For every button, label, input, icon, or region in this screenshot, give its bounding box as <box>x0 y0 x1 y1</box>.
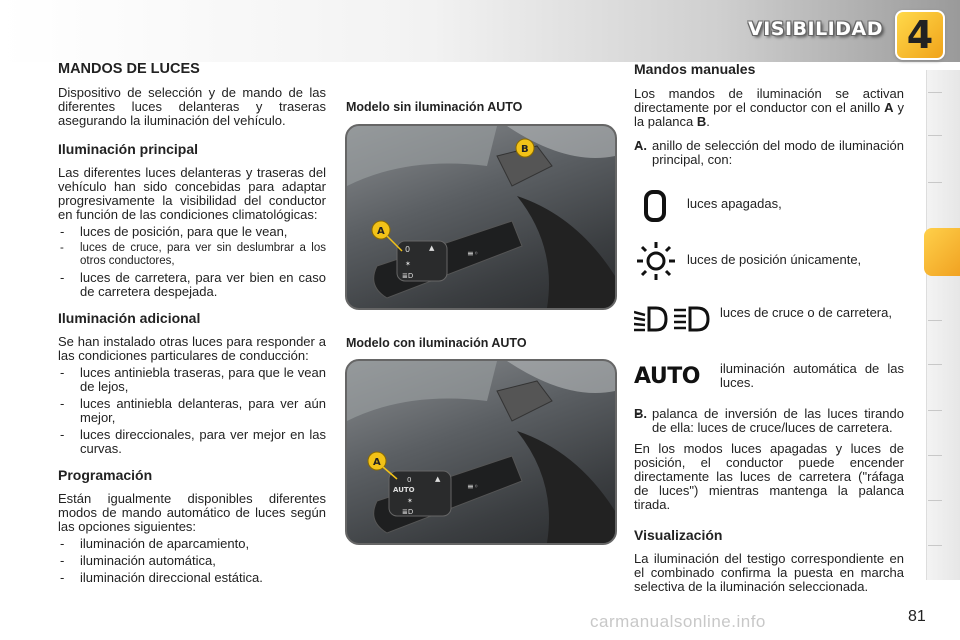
tab-active-chapter[interactable] <box>924 228 960 276</box>
position-lights-icon <box>636 240 676 280</box>
list-item: - luces direccionales, para ver mejor en las curvas. <box>58 428 326 456</box>
label-b: B <box>521 144 529 155</box>
label-a: A <box>373 457 381 468</box>
list-item: - luces de posición, para que le vean, <box>58 225 326 239</box>
photo-stalk-auto <box>345 359 617 545</box>
list-item: - iluminación de aparcamiento, <box>58 537 326 551</box>
list-item: - luces antiniebla delanteras, para ver aún mejor, <box>58 397 326 425</box>
ring-marking: ▲ <box>429 244 435 252</box>
watermark: carmanualsonline.info <box>590 612 766 631</box>
intro-text: Los mandos de iluminación se activan directamente por el conductor con el anillo <box>634 86 904 115</box>
page-number: 81 <box>908 608 926 625</box>
manual-intro <box>634 87 904 129</box>
tab-divider <box>928 320 942 321</box>
tab-divider <box>928 182 942 183</box>
mode-auto-text: iluminación automática de las luces. <box>720 361 904 390</box>
mode-off-text: luces apagadas, <box>687 196 782 211</box>
photo-stalk-no-auto <box>345 124 617 310</box>
mode-position-text: luces de posición únicamente, <box>687 252 862 267</box>
principal-heading: Iluminación principal <box>58 141 199 157</box>
ring-marking: ≣D <box>402 508 414 516</box>
stalk-illustration <box>347 126 615 308</box>
intro-text: y la palanca <box>634 100 904 129</box>
right-column <box>634 62 904 167</box>
label-a: A <box>377 226 385 237</box>
main-heading: MANDOS DE LUCES <box>58 61 200 77</box>
adicional-text: Se han instalado otras luces para responder a las condiciones particulares de conducción: <box>58 334 326 363</box>
lights-off-icon <box>642 190 670 224</box>
tab-divider <box>928 455 942 456</box>
ring-marking: ▲ <box>435 475 441 483</box>
manual-heading: Mandos manuales <box>634 61 756 77</box>
vis-text: La iluminación del testigo correspondiente en el combinado confirma la puesta en marcha selectiva de la iluminación seleccionada. <box>634 551 904 594</box>
list-item: - luces de carretera, para ver bien en caso de carretera despejada. <box>58 271 326 299</box>
ring-marking: ≣D <box>402 272 414 280</box>
item-b-text: palanca de inversión de las luces tirando de ella: luces de cruce/luces de carretera. <box>652 406 904 435</box>
list-item: - iluminación direccional estática. <box>58 571 326 585</box>
caption-no-auto: Modelo sin iluminación AUTO <box>346 100 523 114</box>
intro-text: . <box>706 114 710 129</box>
low-beam-icon <box>634 306 668 332</box>
ref-a: A <box>884 100 894 115</box>
item-a-label: - A. <box>634 138 647 153</box>
ring-auto: AUTO <box>393 486 415 494</box>
item-a <box>634 139 904 167</box>
ring-marking: ✶ <box>405 260 411 268</box>
adicional-heading: Iluminación adicional <box>58 310 201 326</box>
ring-marking: ≡◦ <box>467 249 479 258</box>
high-beam-icon <box>674 306 710 332</box>
list-item: - luces de cruce, para ver sin deslumbrar a los otros conductores, <box>58 242 326 268</box>
principal-text: Las diferentes luces delanteras y traseras del vehículo han sido concebidas para adaptar progresivamente la visibilidad del conductor en función de las condiciones climatológicas: <box>58 165 326 222</box>
tab-divider <box>928 135 942 136</box>
chapter-badge: 4 <box>895 10 945 60</box>
ring-marking: 0 <box>405 245 411 254</box>
tab-divider <box>928 545 942 546</box>
tab-divider <box>928 364 942 365</box>
left-column <box>58 62 326 585</box>
tab-divider <box>928 92 942 93</box>
intro-text: Dispositivo de selección y de mando de las diferentes luces delanteras y traseras asegurando la iluminación del vehículo. <box>58 85 326 128</box>
tab-divider <box>928 500 942 501</box>
flash-text: En los modos luces apagadas y luces de posición, el conductor puede encender directamente las luces de carretera ("ráfaga de luces") mientras mantenga la palanca tirada. <box>634 441 904 512</box>
auto-icon: AUTO <box>634 364 700 389</box>
section-title: VISIBILIDAD <box>748 18 884 40</box>
tab-divider <box>928 410 942 411</box>
programacion-heading: Programación <box>58 467 153 483</box>
item-b-label: - B. <box>634 406 647 421</box>
ring-marking: ≡◦ <box>467 482 479 491</box>
ring-marking: ✶ <box>407 497 413 505</box>
item-b <box>634 407 904 435</box>
ring-marking: 0 <box>407 476 412 484</box>
mode-beam-text: luces de cruce o de carretera, <box>720 305 892 320</box>
programacion-text: Están igualmente disponibles diferentes modos de mando automático de luces según las opciones siguientes: <box>58 491 326 534</box>
stalk-illustration-auto <box>347 361 615 543</box>
ref-b: B <box>696 114 707 129</box>
chapter-tabs <box>926 70 960 580</box>
list-item: - luces antiniebla traseras, para que le vean de lejos, <box>58 366 326 394</box>
caption-auto: Modelo con iluminación AUTO <box>346 336 527 350</box>
vis-heading: Visualización <box>634 527 723 543</box>
right-column-lower <box>634 407 904 594</box>
item-a-text: anillo de selección del modo de iluminación principal, con: <box>652 138 904 167</box>
list-item: - iluminación automática, <box>58 554 326 568</box>
